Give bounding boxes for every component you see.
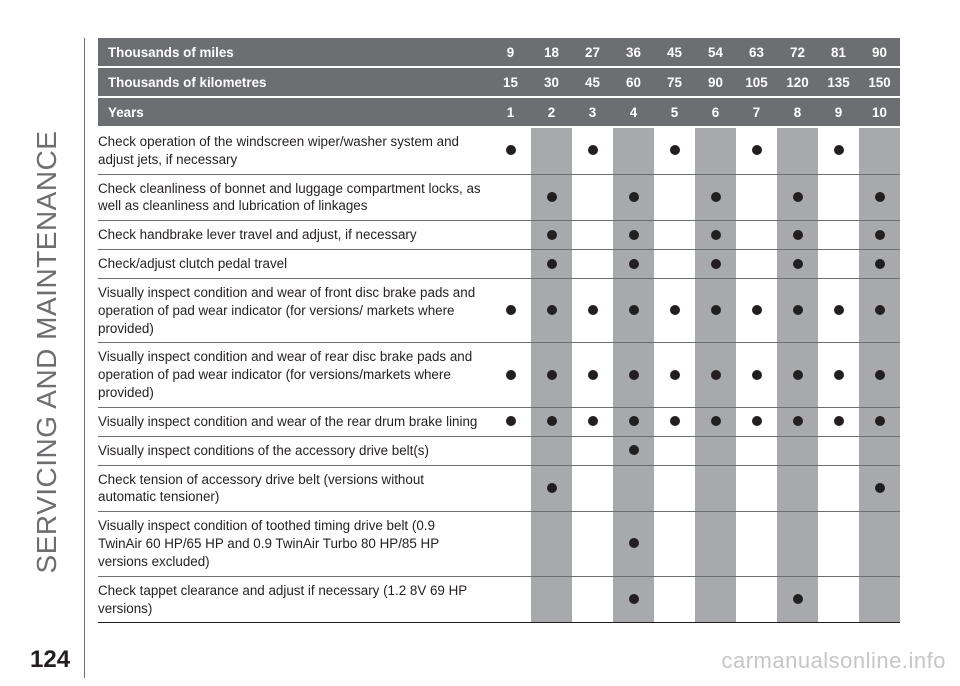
interval-cell [736,174,777,221]
check-dot-icon [629,416,639,426]
operation-text: Check handbrake lever travel and adjust, if necessary [98,221,490,250]
interval-cell [777,127,818,174]
interval-cell [531,576,572,623]
operation-text: Visually inspect conditions of the accessory drive belt(s) [98,436,490,465]
interval-cell [572,343,613,407]
interval-cell [736,512,777,576]
check-dot-icon [629,445,639,455]
interval-cell [736,436,777,465]
header-row [98,67,900,97]
check-dot-icon [506,416,516,426]
header-interval-value: 18 [531,38,572,67]
check-dot-icon [793,192,803,202]
operation-text: Check tension of accessory drive belt (versions without automatic tensioner) [98,465,490,512]
interval-cell [818,465,859,512]
check-dot-icon [875,230,885,240]
header-interval-value: 5 [654,97,695,127]
interval-cell [736,407,777,436]
interval-cell [695,465,736,512]
check-dot-icon [793,259,803,269]
interval-cell [531,221,572,250]
interval-cell [613,174,654,221]
section-title: SERVICING AND MAINTENANCE [31,130,62,574]
interval-cell [531,436,572,465]
schedule-body [98,127,900,623]
check-dot-icon [506,305,516,315]
header-interval-value: 7 [736,97,777,127]
check-dot-icon [670,370,680,380]
interval-cell [736,278,777,342]
interval-cell [654,407,695,436]
interval-cell [490,436,531,465]
interval-cell [572,221,613,250]
header-interval-value: 45 [654,38,695,67]
header-interval-value: 1 [490,97,531,127]
interval-cell [572,174,613,221]
check-dot-icon [793,230,803,240]
check-dot-icon [547,259,557,269]
interval-cell [654,127,695,174]
check-dot-icon [793,594,803,604]
header-interval-value: 6 [695,97,736,127]
check-dot-icon [752,370,762,380]
operation-text: Visually inspect condition and wear of front disc brake pads and operation of pad wear indicator (for versions/ markets where provided) [98,278,490,342]
interval-cell [695,250,736,279]
operation-text: Visually inspect condition of toothed timing drive belt (0.9 TwinAir 60 HP/65 HP and 0.9 TwinAir Turbo 80 HP/85 HP versions excluded) [98,512,490,576]
check-dot-icon [711,259,721,269]
interval-cell [695,127,736,174]
table-row [98,407,900,436]
check-dot-icon [629,370,639,380]
interval-cell [695,343,736,407]
interval-cell [777,465,818,512]
side-divider [84,38,85,678]
interval-cell [695,576,736,623]
header-label: Years [98,97,490,127]
header-interval-value: 54 [695,38,736,67]
interval-cell [572,465,613,512]
interval-cell [531,174,572,221]
header-interval-value: 27 [572,38,613,67]
check-dot-icon [588,370,598,380]
check-dot-icon [711,416,721,426]
header-interval-value: 10 [859,97,900,127]
interval-cell [695,174,736,221]
check-dot-icon [793,416,803,426]
check-dot-icon [711,370,721,380]
interval-cell [777,407,818,436]
table-row [98,221,900,250]
check-dot-icon [588,145,598,155]
interval-cell [613,512,654,576]
interval-cell [572,407,613,436]
check-dot-icon [875,305,885,315]
check-dot-icon [834,145,844,155]
interval-cell [818,174,859,221]
check-dot-icon [875,192,885,202]
interval-cell [818,512,859,576]
header-interval-value: 75 [654,67,695,97]
check-dot-icon [547,370,557,380]
interval-cell [736,127,777,174]
interval-cell [736,465,777,512]
check-dot-icon [875,370,885,380]
interval-cell [613,343,654,407]
interval-cell [490,343,531,407]
interval-cell [777,576,818,623]
interval-cell [695,436,736,465]
interval-cell [777,250,818,279]
interval-cell [613,407,654,436]
interval-cell [777,174,818,221]
check-dot-icon [629,538,639,548]
operation-text: Visually inspect condition and wear of rear disc brake pads and operation of pad wear indicator (for versions/markets where provided) [98,343,490,407]
header-interval-value: 2 [531,97,572,127]
header-interval-value: 4 [613,97,654,127]
check-dot-icon [629,594,639,604]
operation-text: Check/adjust clutch pedal travel [98,250,490,279]
check-dot-icon [834,416,844,426]
interval-cell [859,250,900,279]
interval-cell [859,512,900,576]
interval-cell [818,250,859,279]
table-row [98,278,900,342]
header-interval-value: 9 [490,38,531,67]
interval-cell [736,343,777,407]
check-dot-icon [711,230,721,240]
check-dot-icon [629,259,639,269]
interval-cell [531,127,572,174]
header-interval-value: 150 [859,67,900,97]
check-dot-icon [875,483,885,493]
interval-cell [490,407,531,436]
header-interval-value: 120 [777,67,818,97]
header-row [98,38,900,67]
header-interval-value: 72 [777,38,818,67]
maintenance-schedule-table [98,38,900,623]
header-interval-value: 90 [859,38,900,67]
interval-cell [490,174,531,221]
interval-cell [859,407,900,436]
check-dot-icon [547,192,557,202]
interval-cell [736,576,777,623]
interval-cell [695,221,736,250]
interval-cell [818,127,859,174]
interval-cell [572,250,613,279]
interval-cell [613,250,654,279]
interval-cell [695,512,736,576]
check-dot-icon [752,145,762,155]
check-dot-icon [670,145,680,155]
header-label: Thousands of miles [98,38,490,67]
interval-cell [818,221,859,250]
header-label: Thousands of kilometres [98,67,490,97]
check-dot-icon [547,230,557,240]
interval-cell [818,343,859,407]
interval-cell [654,278,695,342]
interval-cell [490,465,531,512]
interval-cell [654,465,695,512]
interval-cell [572,127,613,174]
interval-cell [777,343,818,407]
interval-cell [818,407,859,436]
header-interval-value: 9 [818,97,859,127]
header-row [98,97,900,127]
interval-cell [736,221,777,250]
interval-cell [572,436,613,465]
header-interval-value: 15 [490,67,531,97]
check-dot-icon [834,305,844,315]
check-dot-icon [547,416,557,426]
interval-cell [777,221,818,250]
operation-text: Check operation of the windscreen wiper/washer system and adjust jets, if necessary [98,127,490,174]
interval-cell [859,465,900,512]
interval-cell [613,576,654,623]
interval-cell [531,407,572,436]
header-interval-value: 45 [572,67,613,97]
interval-cell [736,250,777,279]
check-dot-icon [629,192,639,202]
check-dot-icon [834,370,844,380]
check-dot-icon [670,416,680,426]
interval-cell [654,221,695,250]
interval-cell [818,436,859,465]
interval-cell [613,221,654,250]
interval-cell [654,436,695,465]
check-dot-icon [588,416,598,426]
header-interval-value: 63 [736,38,777,67]
interval-cell [531,465,572,512]
interval-cell [859,221,900,250]
interval-cell [859,436,900,465]
table-row [98,576,900,623]
check-dot-icon [629,230,639,240]
interval-cell [654,343,695,407]
check-dot-icon [752,416,762,426]
check-dot-icon [875,416,885,426]
interval-cell [531,512,572,576]
check-dot-icon [793,305,803,315]
header-interval-value: 105 [736,67,777,97]
interval-cell [654,250,695,279]
table-row [98,512,900,576]
table-row [98,174,900,221]
operation-text: Visually inspect condition and wear of the rear drum brake lining [98,407,490,436]
operation-text: Check tappet clearance and adjust if necessary (1.2 8V 69 HP versions) [98,576,490,623]
check-dot-icon [711,192,721,202]
interval-cell [777,436,818,465]
interval-cell [859,174,900,221]
check-dot-icon [629,305,639,315]
header-interval-value: 135 [818,67,859,97]
check-dot-icon [752,305,762,315]
header-interval-value: 30 [531,67,572,97]
table-row [98,436,900,465]
check-dot-icon [711,305,721,315]
interval-cell [490,512,531,576]
table-row [98,343,900,407]
interval-cell [531,278,572,342]
check-dot-icon [875,259,885,269]
check-dot-icon [588,305,598,315]
interval-cell [777,278,818,342]
interval-cell [613,278,654,342]
interval-cell [859,127,900,174]
interval-cell [490,127,531,174]
check-dot-icon [670,305,680,315]
interval-cell [818,576,859,623]
interval-cell [859,576,900,623]
interval-cell [490,278,531,342]
header-interval-value: 90 [695,67,736,97]
interval-cell [613,436,654,465]
check-dot-icon [506,145,516,155]
interval-cell [695,278,736,342]
interval-cell [654,512,695,576]
table-row [98,465,900,512]
interval-cell [490,221,531,250]
table-row [98,127,900,174]
schedule-header [98,38,900,127]
check-dot-icon [547,483,557,493]
header-interval-value: 36 [613,38,654,67]
interval-cell [654,174,695,221]
interval-cell [818,278,859,342]
interval-cell [531,250,572,279]
interval-cell [572,278,613,342]
interval-cell [695,407,736,436]
interval-cell [490,576,531,623]
watermark: carmanualsonline.info [721,648,946,673]
interval-cell [654,576,695,623]
interval-cell [490,250,531,279]
interval-cell [613,465,654,512]
check-dot-icon [506,370,516,380]
operation-text: Check cleanliness of bonnet and luggage compartment locks, as well as cleanliness and lubrication of linkages [98,174,490,221]
header-interval-value: 3 [572,97,613,127]
header-interval-value: 8 [777,97,818,127]
page-number: 124 [30,646,71,673]
check-dot-icon [547,305,557,315]
interval-cell [572,512,613,576]
interval-cell [531,343,572,407]
interval-cell [777,512,818,576]
header-interval-value: 81 [818,38,859,67]
check-dot-icon [793,370,803,380]
header-interval-value: 60 [613,67,654,97]
interval-cell [613,127,654,174]
interval-cell [859,278,900,342]
table-row [98,250,900,279]
interval-cell [859,343,900,407]
interval-cell [572,576,613,623]
